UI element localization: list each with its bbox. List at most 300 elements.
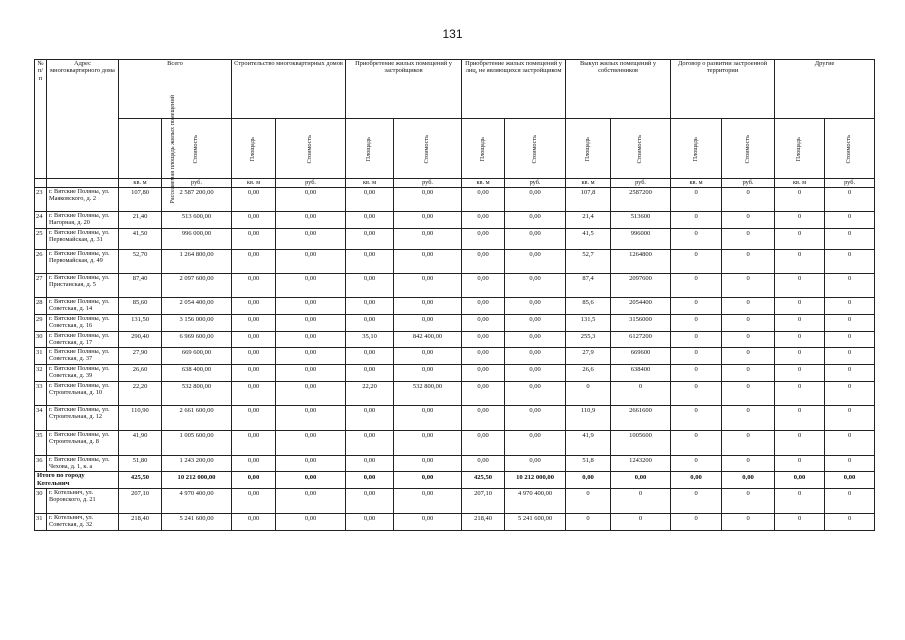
row-value: 0 (722, 365, 775, 382)
row-value: 110,9 (566, 406, 611, 431)
row-value: 0,00 (232, 229, 276, 250)
row-value: 131,5 (566, 315, 611, 332)
row-number: 31 (35, 348, 47, 365)
header-sub-label: Площадь (691, 136, 699, 162)
row-value: 1 264 800,00 (162, 250, 232, 274)
row-value: 0,00 (462, 382, 505, 406)
row-value: 0,00 (276, 250, 346, 274)
row-value: 3156000 (611, 315, 671, 332)
row-number: 24 (35, 212, 47, 229)
row-value: 0 (671, 514, 722, 531)
total-value: 10 212 000,00 (505, 472, 566, 489)
row-number: 29 (35, 315, 47, 332)
row-value: 87,4 (566, 274, 611, 298)
unit-cell: руб. (611, 179, 671, 188)
row-value: 110,90 (119, 406, 162, 431)
header-sub (276, 119, 346, 179)
row-value: 0,00 (276, 382, 346, 406)
header-sub (671, 119, 722, 179)
row-value: 0 (722, 514, 775, 531)
row-number: 28 (35, 298, 47, 315)
row-value: 0 (671, 250, 722, 274)
row-value: 0,00 (346, 274, 394, 298)
row-value: 0,00 (346, 229, 394, 250)
table-row (35, 274, 875, 298)
total-value: 0,00 (722, 472, 775, 489)
header-group: Договор о развитии застроенной территории (671, 60, 775, 119)
row-value: 26,6 (566, 365, 611, 382)
row-value: 0,00 (276, 365, 346, 382)
row-value: 0,00 (276, 274, 346, 298)
row-number: 30 (35, 489, 47, 514)
row-value: 669600 (611, 348, 671, 365)
total-value: 0,00 (775, 472, 825, 489)
row-value: 0 (775, 332, 825, 348)
row-value: 0 (722, 456, 775, 472)
header-sub-label: Площадь (583, 136, 591, 162)
row-value: 1243200 (611, 456, 671, 472)
row-value: 21,40 (119, 212, 162, 229)
row-value: 0,00 (276, 514, 346, 531)
row-value: 0 (775, 406, 825, 431)
row-number: 34 (35, 406, 47, 431)
row-value: 255,3 (566, 332, 611, 348)
row-value: 0,00 (505, 188, 566, 212)
row-value: 0 (722, 188, 775, 212)
row-value: 0,00 (346, 406, 394, 431)
row-value: 0,00 (276, 188, 346, 212)
row-value: 0,00 (232, 332, 276, 348)
row-value: 2587200 (611, 188, 671, 212)
row-value: 0 (825, 332, 875, 348)
header-sub (722, 119, 775, 179)
unit-cell: руб. (505, 179, 566, 188)
row-value: 0 (611, 514, 671, 531)
row-value: 0 (775, 250, 825, 274)
row-value: 0,00 (462, 406, 505, 431)
row-value: 0,00 (394, 250, 462, 274)
row-value: 0,00 (276, 348, 346, 365)
row-value: 0 (671, 274, 722, 298)
row-value: 0 (671, 348, 722, 365)
row-value: 3 156 000,00 (162, 315, 232, 332)
unit-cell-empty (47, 179, 119, 188)
row-value: 27,90 (119, 348, 162, 365)
row-value: 0,00 (346, 431, 394, 456)
row-address: г. Вятские Поляны, ул. Чехова, д. 1, к. а (47, 456, 119, 472)
row-value: 1 005 600,00 (162, 431, 232, 456)
row-value: 0,00 (505, 298, 566, 315)
row-value: 0,00 (276, 431, 346, 456)
unit-cell: кв. м (462, 179, 505, 188)
table-row (35, 431, 875, 456)
header-sub (775, 119, 825, 179)
row-value: 0 (671, 382, 722, 406)
row-address: г. Вятские Поляны, ул. Строительная, д. 12 (47, 406, 119, 431)
row-number: 36 (35, 456, 47, 472)
row-value: 0,00 (394, 348, 462, 365)
row-value: 1005600 (611, 431, 671, 456)
row-value: 638 400,00 (162, 365, 232, 382)
row-value: 0,00 (232, 188, 276, 212)
header-row-groups (35, 60, 875, 119)
row-value: 0 (825, 406, 875, 431)
row-value: 0,00 (346, 365, 394, 382)
row-value: 0 (722, 406, 775, 431)
unit-cell: кв. м (119, 179, 162, 188)
row-value: 513 600,00 (162, 212, 232, 229)
row-value: 4 970 400,00 (505, 489, 566, 514)
row-value: 0,00 (505, 348, 566, 365)
row-value: 996000 (611, 229, 671, 250)
header-sub (394, 119, 462, 179)
row-value: 0,00 (505, 212, 566, 229)
row-value: 0,00 (394, 489, 462, 514)
total-value: 425,50 (119, 472, 162, 489)
row-number: 23 (35, 188, 47, 212)
row-value: 0,00 (394, 365, 462, 382)
table-row (35, 406, 875, 431)
header-sub (611, 119, 671, 179)
unit-cell-empty (35, 179, 47, 188)
table-row (35, 212, 875, 229)
total-value: 0,00 (611, 472, 671, 489)
row-value: 0 (566, 514, 611, 531)
row-number: 31 (35, 514, 47, 531)
housing-table (34, 59, 875, 531)
row-value: 41,90 (119, 431, 162, 456)
row-value: 638400 (611, 365, 671, 382)
row-value: 0,00 (346, 188, 394, 212)
row-value: 0,00 (346, 514, 394, 531)
row-value: 52,70 (119, 250, 162, 274)
row-value: 131,50 (119, 315, 162, 332)
row-value: 0 (825, 274, 875, 298)
row-value: 0 (775, 274, 825, 298)
row-value: 0,00 (232, 298, 276, 315)
row-value: 0,00 (505, 365, 566, 382)
row-value: 0 (566, 382, 611, 406)
table-row (35, 315, 875, 332)
total-value: 10 212 000,00 (162, 472, 232, 489)
row-value: 2 587 200,00 (162, 188, 232, 212)
row-value: 842 400,00 (394, 332, 462, 348)
table-row (35, 514, 875, 531)
row-value: 0 (611, 382, 671, 406)
row-value: 0 (671, 188, 722, 212)
row-value: 0,00 (232, 456, 276, 472)
row-number: 27 (35, 274, 47, 298)
header-group: Выкуп жилых помещений у собственников (566, 60, 671, 119)
row-value: 0,00 (462, 348, 505, 365)
row-value: 207,10 (119, 489, 162, 514)
row-value: 1264800 (611, 250, 671, 274)
row-value: 0,00 (276, 315, 346, 332)
row-value: 0,00 (505, 332, 566, 348)
row-value: 41,50 (119, 229, 162, 250)
row-address: г. Вятские Поляны, ул. Нагорная, д. 20 (47, 212, 119, 229)
row-value: 5 241 600,00 (162, 514, 232, 531)
row-value: 6 969 600,00 (162, 332, 232, 348)
header-sub (232, 119, 276, 179)
row-address: г. Вятские Поляны, ул. Советская, д. 17 (47, 332, 119, 348)
row-value: 0,00 (394, 456, 462, 472)
row-value: 0,00 (232, 365, 276, 382)
row-value: 0,00 (232, 514, 276, 531)
row-address: г. Вятские Поляны, ул. Первомайская, д. 49 (47, 250, 119, 274)
row-value: 0 (722, 274, 775, 298)
row-value: 0 (671, 315, 722, 332)
header-address: Адрес многоквартирного дома (47, 60, 119, 179)
row-value: 0 (722, 298, 775, 315)
row-value: 0 (671, 489, 722, 514)
row-value: 532 800,00 (162, 382, 232, 406)
row-value: 0,00 (505, 406, 566, 431)
row-value: 0 (775, 229, 825, 250)
row-value: 0 (566, 489, 611, 514)
row-value: 0,00 (276, 489, 346, 514)
row-value: 35,10 (346, 332, 394, 348)
header-sub-label: Стоимость (423, 134, 431, 164)
row-value: 0,00 (462, 298, 505, 315)
header-group: Строительство многоквартирных домов (232, 60, 346, 119)
row-value: 0 (825, 188, 875, 212)
row-value: 0 (722, 382, 775, 406)
header-sub-label: Площадь (478, 136, 486, 162)
row-address: г. Вятские Поляны, ул. Первомайская, д. 31 (47, 229, 119, 250)
row-value: 218,40 (119, 514, 162, 531)
row-value: 0 (722, 489, 775, 514)
unit-cell: руб. (394, 179, 462, 188)
row-value: 0,00 (276, 229, 346, 250)
row-value: 0,00 (232, 250, 276, 274)
row-value: 0 (775, 489, 825, 514)
row-value: 0,00 (505, 315, 566, 332)
row-value: 2661600 (611, 406, 671, 431)
row-value: 1 243 200,00 (162, 456, 232, 472)
header-sub-label: Расселяемая площадь жилых помещений (169, 94, 176, 204)
unit-cell: кв. м (346, 179, 394, 188)
row-address: г. Котельнич, ул. Советская, д. 32 (47, 514, 119, 531)
row-value: 85,60 (119, 298, 162, 315)
header-sub-label: Стоимость (192, 134, 200, 164)
row-value: 0,00 (462, 365, 505, 382)
unit-cell: кв. м (671, 179, 722, 188)
header-row-sub (35, 119, 875, 179)
row-value: 0,00 (276, 212, 346, 229)
header-sub (462, 119, 505, 179)
row-value: 0 (775, 212, 825, 229)
row-value: 0 (775, 298, 825, 315)
row-number: 35 (35, 431, 47, 456)
row-value: 22,20 (346, 382, 394, 406)
row-value: 0,00 (232, 274, 276, 298)
row-value: 532 800,00 (394, 382, 462, 406)
row-value: 0,00 (232, 489, 276, 514)
total-value: 0,00 (346, 472, 394, 489)
row-value: 51,8 (566, 456, 611, 472)
row-value: 0,00 (346, 250, 394, 274)
row-value: 0,00 (394, 229, 462, 250)
row-value: 0 (825, 212, 875, 229)
row-value: 0 (825, 489, 875, 514)
table-row (35, 229, 875, 250)
row-value: 0 (775, 431, 825, 456)
header-sub-label: Площадь (795, 136, 803, 162)
row-value: 0 (722, 348, 775, 365)
row-address: г. Вятские Поляны, ул. Советская, д. 14 (47, 298, 119, 315)
row-value: 0,00 (276, 456, 346, 472)
row-value: 0,00 (462, 315, 505, 332)
row-value: 5 241 600,00 (505, 514, 566, 531)
table-row (35, 298, 875, 315)
header-sub-label: Стоимость (845, 134, 853, 164)
row-value: 0 (775, 348, 825, 365)
row-address: г. Вятские Поляны, ул. Строительная, д. 10 (47, 382, 119, 406)
row-value: 0 (671, 431, 722, 456)
row-value: 0,00 (346, 212, 394, 229)
row-value: 21,4 (566, 212, 611, 229)
row-value: 107,80 (119, 188, 162, 212)
row-value: 0,00 (462, 431, 505, 456)
row-value: 0,00 (462, 332, 505, 348)
header-sub (566, 119, 611, 179)
header-sub-label: Площадь (249, 136, 257, 162)
row-value: 0,00 (346, 489, 394, 514)
row-value: 85,6 (566, 298, 611, 315)
row-value: 0,00 (394, 514, 462, 531)
header-group: Всего (119, 60, 232, 119)
row-value: 0,00 (394, 212, 462, 229)
row-value: 0 (722, 332, 775, 348)
table-row (35, 382, 875, 406)
row-value: 0,00 (232, 431, 276, 456)
row-value: 0 (825, 315, 875, 332)
row-address: г. Котельнич, ул. Воровского, д. 21 (47, 489, 119, 514)
header-num: № п/п (35, 60, 47, 179)
table-body (35, 188, 875, 531)
row-value: 22,20 (119, 382, 162, 406)
unit-cell: кв. м (566, 179, 611, 188)
row-value: 2097600 (611, 274, 671, 298)
row-value: 0 (671, 298, 722, 315)
row-value: 0,00 (462, 250, 505, 274)
row-value: 0,00 (232, 406, 276, 431)
unit-cell: руб. (722, 179, 775, 188)
header-sub (825, 119, 875, 179)
total-value: 0,00 (566, 472, 611, 489)
row-value: 0 (775, 365, 825, 382)
row-value: 0,00 (505, 456, 566, 472)
row-value: 0 (722, 315, 775, 332)
total-row (35, 472, 875, 489)
row-value: 0 (722, 431, 775, 456)
row-value: 0,00 (462, 188, 505, 212)
table-row (35, 250, 875, 274)
row-value: 0,00 (394, 315, 462, 332)
header-row-units (35, 179, 875, 188)
row-value: 0,00 (394, 298, 462, 315)
row-address: г. Вятские Поляны, ул. Строительная, д. 8 (47, 431, 119, 456)
row-value: 0,00 (276, 298, 346, 315)
row-value: 0 (671, 456, 722, 472)
row-value: 0 (825, 348, 875, 365)
row-address: г. Вятские Поляны, ул. Маяковского, д. 2 (47, 188, 119, 212)
row-value: 0 (722, 212, 775, 229)
row-value: 0 (671, 332, 722, 348)
row-value: 0,00 (394, 188, 462, 212)
row-value: 0,00 (232, 212, 276, 229)
row-value: 218,40 (462, 514, 505, 531)
row-value: 0 (825, 382, 875, 406)
row-value: 0,00 (346, 315, 394, 332)
row-number: 30 (35, 332, 47, 348)
total-value: 0,00 (276, 472, 346, 489)
row-value: 0 (825, 456, 875, 472)
total-value: 0,00 (671, 472, 722, 489)
row-value: 0 (775, 188, 825, 212)
row-value: 0 (722, 229, 775, 250)
row-address: г. Вятские Поляны, ул. Советская, д. 16 (47, 315, 119, 332)
row-address: г. Вятские Поляны, ул. Пристанская, д. 5 (47, 274, 119, 298)
row-address: г. Вятские Поляны, ул. Советская, д. 37 (47, 348, 119, 365)
row-value: 0,00 (276, 406, 346, 431)
total-value: 0,00 (394, 472, 462, 489)
row-value: 0 (611, 489, 671, 514)
row-value: 2054400 (611, 298, 671, 315)
row-value: 0,00 (505, 229, 566, 250)
row-value: 41,9 (566, 431, 611, 456)
row-value: 0,00 (462, 456, 505, 472)
header-group: Приобретение жилых помещений у застройщиков (346, 60, 462, 119)
row-value: 0 (775, 382, 825, 406)
row-number: 32 (35, 365, 47, 382)
row-value: 669 600,00 (162, 348, 232, 365)
row-value: 6127200 (611, 332, 671, 348)
row-value: 0,00 (462, 274, 505, 298)
row-value: 2 661 600,00 (162, 406, 232, 431)
total-value: 0,00 (825, 472, 875, 489)
row-value: 0 (825, 365, 875, 382)
row-value: 0 (671, 365, 722, 382)
unit-cell: руб. (276, 179, 346, 188)
row-value: 2 097 600,00 (162, 274, 232, 298)
row-number: 25 (35, 229, 47, 250)
row-value: 87,40 (119, 274, 162, 298)
unit-cell: кв. м (775, 179, 825, 188)
row-value: 0,00 (505, 431, 566, 456)
table-row (35, 188, 875, 212)
row-value: 0,00 (394, 406, 462, 431)
unit-cell: кв. м (232, 179, 276, 188)
row-value: 0,00 (346, 298, 394, 315)
table-row (35, 332, 875, 348)
table-row (35, 456, 875, 472)
row-value: 996 000,00 (162, 229, 232, 250)
page-number: 131 (442, 27, 463, 41)
unit-cell: руб. (162, 179, 232, 188)
row-value: 0,00 (394, 274, 462, 298)
row-value: 0,00 (232, 315, 276, 332)
row-value: 0,00 (232, 348, 276, 365)
header-sub (346, 119, 394, 179)
header-sub-label: Стоимость (743, 134, 751, 164)
row-value: 0,00 (505, 274, 566, 298)
row-value: 0,00 (462, 229, 505, 250)
row-value: 27,9 (566, 348, 611, 365)
total-value: 0,00 (232, 472, 276, 489)
header-sub-label: Стоимость (530, 134, 538, 164)
